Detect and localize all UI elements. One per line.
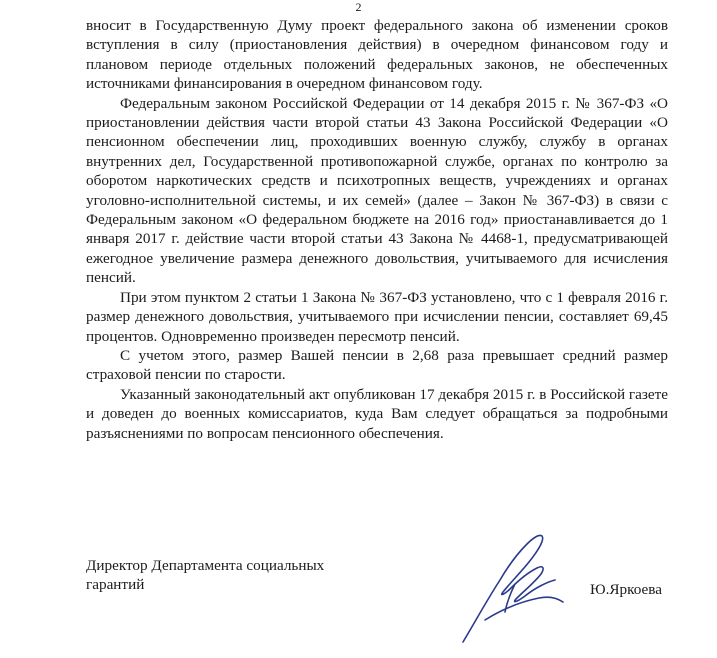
signature-block <box>86 556 668 598</box>
page-number: 2 <box>355 0 362 14</box>
paragraph-4: С учетом этого, размер Вашей пенсии в 2,68 раза превышает средний размер страховой пенсии по старости. <box>86 346 668 384</box>
signatory-name: Ю.Яркоева <box>590 581 662 598</box>
paragraph-1: вносит в Государственную Думу проект федерального закона об изменении сроков вступления в силу (приостановления действия) в очередном финансовом году и плановом периоде отдельных положений федеральных законов, не обеспеченных источниками финансирования в очередном финансовом году. <box>86 17 668 93</box>
letter-body <box>86 16 668 443</box>
signatory-title: Директор Департамента социальных гарантий <box>86 557 325 594</box>
handwritten-signature <box>445 522 575 652</box>
paragraph-5: Указанный законодательный акт опубликован 17 декабря 2015 г. в Российской газете и доведен до военных комиссариатов, куда Вам следует обращаться за подробными разъяснениями по вопросам пенсионного обеспечения. <box>86 385 668 442</box>
paragraph-3: При этом пунктом 2 статьи 1 Закона № 367-ФЗ установлено, что с 1 февраля 2016 г. размер денежного довольствия, учитываемого при исчислении пенсии, составляет 69,45 процентов. Одновременно произведен пересмотр пенсий. <box>86 288 668 345</box>
paragraph-2: Федеральным законом Российской Федерации от 14 декабря 2015 г. № 367-ФЗ «О приостановлении действия части второй статьи 43 Закона Российской Федерации «О пенсионном обеспечении лиц, проходивших военную службу, службу в органах внутренних дел, Государственной противопожарной службе, органах по контролю за оборотом наркотических средств и психотропных веществ, учреждениях и органах уголовно-исполнительной системы, и их семей» (далее – Закон № 367-ФЗ) в связи с Федеральным законом «О федеральном бюджете на 2016 год» приостанавливается до 1 января 2017 г. действие части второй статьи 43 Закона № 4468-1, предусматривающей ежегодное увеличение размера денежного довольствия, учитываемого для исчисления пенсий. <box>86 94 668 287</box>
